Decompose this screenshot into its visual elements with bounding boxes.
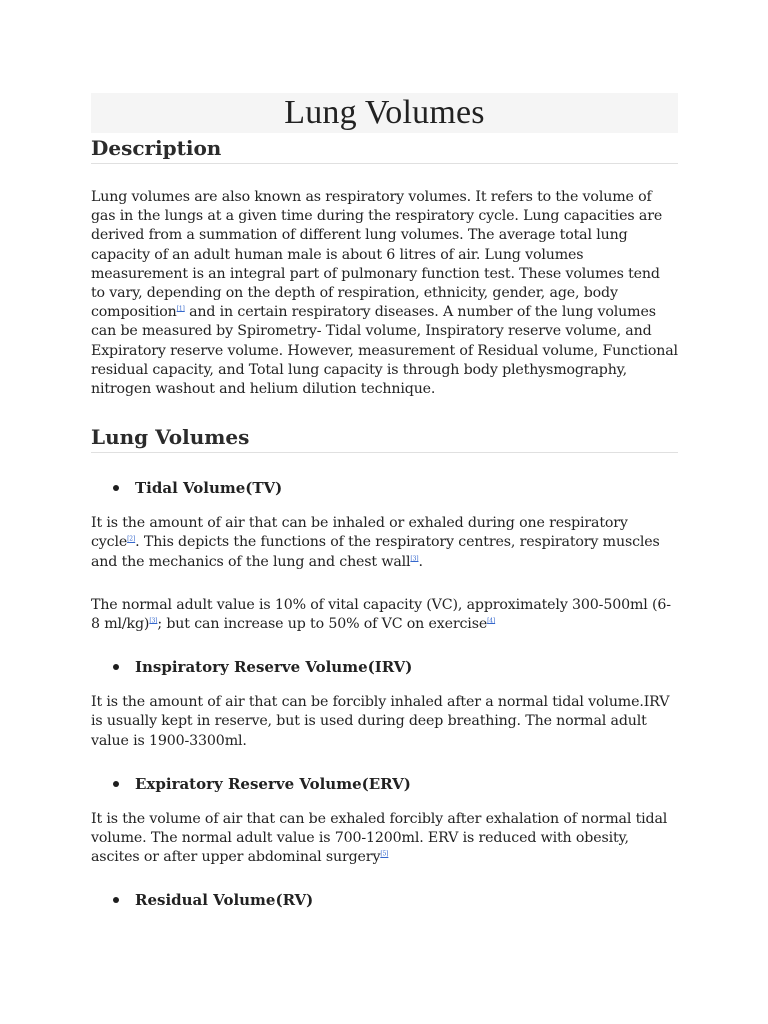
tv-value-text-1: The normal adult value is 10% of vital capacity (VC), approximately 300-500ml (6-8 ml/kg) — [91, 596, 671, 633]
reference-link[interactable]: [1] — [176, 305, 185, 313]
reference-link[interactable]: [3] — [410, 554, 419, 562]
erv-paragraph — [91, 810, 678, 868]
bullet-icon — [113, 485, 119, 491]
list-item-irv — [91, 658, 678, 676]
rv-title: Residual Volume(RV) — [135, 891, 314, 910]
description-heading: Description — [91, 136, 678, 164]
description-text-1: Lung volumes are also known as respiratory volumes. It refers to the volume of gas in the lungs at a given time during the respiratory cycle. Lung capacities are derived from a summation of different lung volumes. The average total lung capacity of an adult human male is about 6 litres of air. Lung volumes measurement is an integral part of pulmonary function test. These volumes tend to vary, depending on the depth of respiration, ethnicity, gender, age, body composition — [91, 189, 663, 321]
bullet-icon — [113, 897, 119, 903]
tidal-volume-paragraph-2 — [91, 596, 678, 634]
tv-text-2: . This depicts the functions of the respiratory centres, respiratory muscles and the mechanics of the lung and chest wall — [91, 534, 660, 570]
tv-text-1: It is the amount of air that can be inhaled or exhaled during one respiratory cycle — [91, 515, 628, 551]
reference-link[interactable]: [2] — [127, 535, 136, 543]
list-item-tidal-volume — [91, 479, 678, 497]
title-bar — [91, 93, 678, 133]
lung-volumes-heading: Lung Volumes — [91, 425, 678, 453]
tidal-volume-paragraph-1 — [91, 514, 678, 572]
irv-paragraph: It is the amount of air that can be forcibly inhaled after a normal tidal volume.IRV is usually kept in reserve, but is used during deep breathing. The normal adult value is 1900-3300ml. — [91, 694, 670, 749]
reference-link[interactable]: [5] — [380, 850, 389, 858]
bullet-icon — [113, 664, 119, 670]
erv-text: It is the volume of air that can be exhaled forcibly after exhalation of normal tidal volume. The normal adult value is 700-1200ml. ERV is reduced with obesity, ascites or after upper abdominal surgery — [91, 810, 668, 866]
description-text-2: and in certain respiratory diseases. A number of the lung volumes can be measured by Spirometry- Tidal volume, Inspiratory reserve volume, and Expiratory reserve volume. However, measurement of Residual volume, Functional residual capacity, and Total lung capacity is through body plethysmography, nitrogen washout and helium dilution technique. — [91, 304, 678, 398]
erv-title: Expiratory Reserve Volume(ERV) — [135, 774, 411, 793]
reference-link[interactable]: [3] — [149, 617, 158, 625]
tidal-volume-title: Tidal Volume(TV) — [135, 479, 283, 498]
reference-link[interactable]: [4] — [487, 617, 496, 625]
irv-title: Inspiratory Reserve Volume(IRV) — [135, 658, 413, 677]
bullet-icon — [113, 781, 119, 787]
document-page — [91, 93, 678, 909]
list-item-rv — [91, 891, 678, 909]
tv-value-text-2: ; but can increase up to 50% of VC on exercise — [157, 616, 488, 633]
list-item-erv — [91, 775, 678, 793]
tv-text-3: . — [418, 553, 423, 570]
description-paragraph — [91, 188, 678, 399]
page-title: Lung Volumes — [284, 94, 485, 131]
